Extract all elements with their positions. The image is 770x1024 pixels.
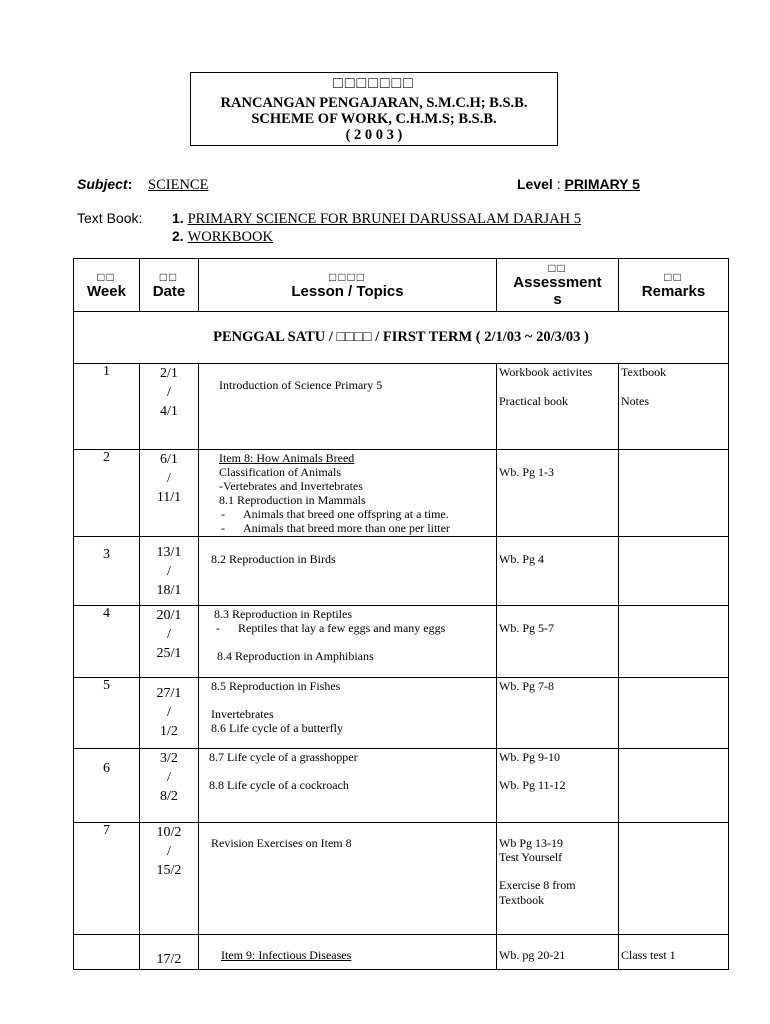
textbook-item-1-num: 1.	[172, 210, 184, 226]
remarks-cell: Textbook Notes	[619, 364, 729, 450]
date-cell: 17/2	[140, 935, 199, 970]
table-header-row	[74, 259, 729, 312]
table-row	[74, 537, 729, 606]
date-cell: 10/2 / 15/2	[140, 823, 199, 935]
subject-colon: :	[127, 176, 133, 192]
subject-line	[77, 176, 208, 194]
textbook-item-2-title: WORKBOOK	[187, 229, 273, 245]
remarks-cell	[619, 606, 729, 678]
lesson-cell: Item 8: How Animals Breed Classification of Animals -Vertebrates and Invertebrates 8.1 Reproduction in Mammals - Animals that breed one offspring at a time. - Animals that breed more than one per litter	[199, 450, 497, 537]
subject-label: Subject	[77, 176, 128, 192]
scheme-of-work-table	[73, 258, 729, 970]
col-assessment-header: □□ Assessment s	[497, 259, 619, 312]
remarks-cell	[619, 823, 729, 935]
table-row	[74, 823, 729, 935]
assessment-cell: Workbook activites Practical book	[497, 364, 619, 450]
title-line-3: ( 2 0 0 3 )	[345, 127, 403, 143]
week-cell: 1	[74, 364, 140, 450]
col-week-header: □□ Week	[74, 259, 140, 312]
date-cell: 2/1 / 4/1	[140, 364, 199, 450]
assessment-cell: Wb Pg 13-19 Test Yourself Exercise 8 from Textbook	[497, 823, 619, 935]
lesson-cell: 8.7 Life cycle of a grasshopper 8.8 Life cycle of a cockroach	[199, 749, 497, 823]
remarks-cell: Class test 1	[619, 935, 729, 970]
lesson-cell: Introduction of Science Primary 5	[199, 364, 497, 450]
assessment-cell: Wb. pg 20-21	[497, 935, 619, 970]
document-title-box	[190, 72, 558, 146]
lesson-cell: 8.5 Reproduction in Fishes Invertebrates 8.6 Life cycle of a butterfly	[199, 678, 497, 749]
col-lesson-header: □□□□ Lesson / Topics	[199, 259, 497, 312]
table-row	[74, 749, 729, 823]
assessment-cell: Wb. Pg 1-3	[497, 450, 619, 537]
week-cell: 6	[74, 749, 140, 823]
textbook-list	[172, 210, 581, 246]
date-cell: 27/1 / 1/2	[140, 678, 199, 749]
remarks-cell	[619, 450, 729, 537]
week-cell: 5	[74, 678, 140, 749]
week-cell: 2	[74, 450, 140, 537]
date-cell: 6/1 / 11/1	[140, 450, 199, 537]
subject-value: SCIENCE	[148, 177, 209, 193]
textbook-item-1	[172, 210, 581, 228]
col-remarks-header: □□ Remarks	[619, 259, 729, 312]
lesson-cell: 8.3 Reproduction in Reptiles - Reptiles that lay a few eggs and many eggs 8.4 Reproduction in Amphibians	[199, 606, 497, 678]
level-colon: :	[556, 176, 561, 192]
level-line	[517, 176, 640, 192]
textbook-item-2	[172, 228, 581, 246]
remarks-cell	[619, 678, 729, 749]
title-cjk-text: □□□□□□□	[333, 75, 415, 92]
remarks-cell	[619, 749, 729, 823]
col-date-header: □□ Date	[140, 259, 199, 312]
date-cell: 3/2 / 8/2	[140, 749, 199, 823]
lesson-cell: Revision Exercises on Item 8	[199, 823, 497, 935]
table-row	[74, 935, 729, 970]
table-row	[74, 364, 729, 450]
level-value: PRIMARY 5	[564, 176, 640, 192]
date-cell: 13/1 / 18/1	[140, 537, 199, 606]
assessment-cell: Wb. Pg 9-10 Wb. Pg 11-12	[497, 749, 619, 823]
week-cell: 3	[74, 537, 140, 606]
assessment-cell: Wb. Pg 5-7	[497, 606, 619, 678]
level-label: Level	[517, 176, 553, 192]
week-cell: 7	[74, 823, 140, 935]
assessment-cell: Wb. Pg 4	[497, 537, 619, 606]
table-row	[74, 606, 729, 678]
week-cell: 4	[74, 606, 140, 678]
title-line-1: RANCANGAN PENGAJARAN, S.M.C.H; B.S.B.	[220, 95, 528, 111]
term-heading: PENGGAL SATU / □□□□ / FIRST TERM ( 2/1/03 ~ 20/3/03 )	[74, 312, 729, 364]
textbook-label: Text Book:	[77, 210, 143, 226]
title-line-2: SCHEME OF WORK, C.H.M.S; B.S.B.	[251, 111, 497, 127]
term-row	[74, 312, 729, 364]
week-cell	[74, 935, 140, 970]
table-row	[74, 678, 729, 749]
date-cell: 20/1 / 25/1	[140, 606, 199, 678]
remarks-cell	[619, 537, 729, 606]
textbook-item-2-num: 2.	[172, 228, 184, 244]
lesson-cell: 8.2 Reproduction in Birds	[199, 537, 497, 606]
table-row	[74, 450, 729, 537]
assessment-cell: Wb. Pg 7-8	[497, 678, 619, 749]
lesson-cell: Item 9: Infectious Diseases	[199, 935, 497, 970]
textbook-item-1-title: PRIMARY SCIENCE FOR BRUNEI DARUSSALAM DARJAH 5	[187, 211, 582, 227]
